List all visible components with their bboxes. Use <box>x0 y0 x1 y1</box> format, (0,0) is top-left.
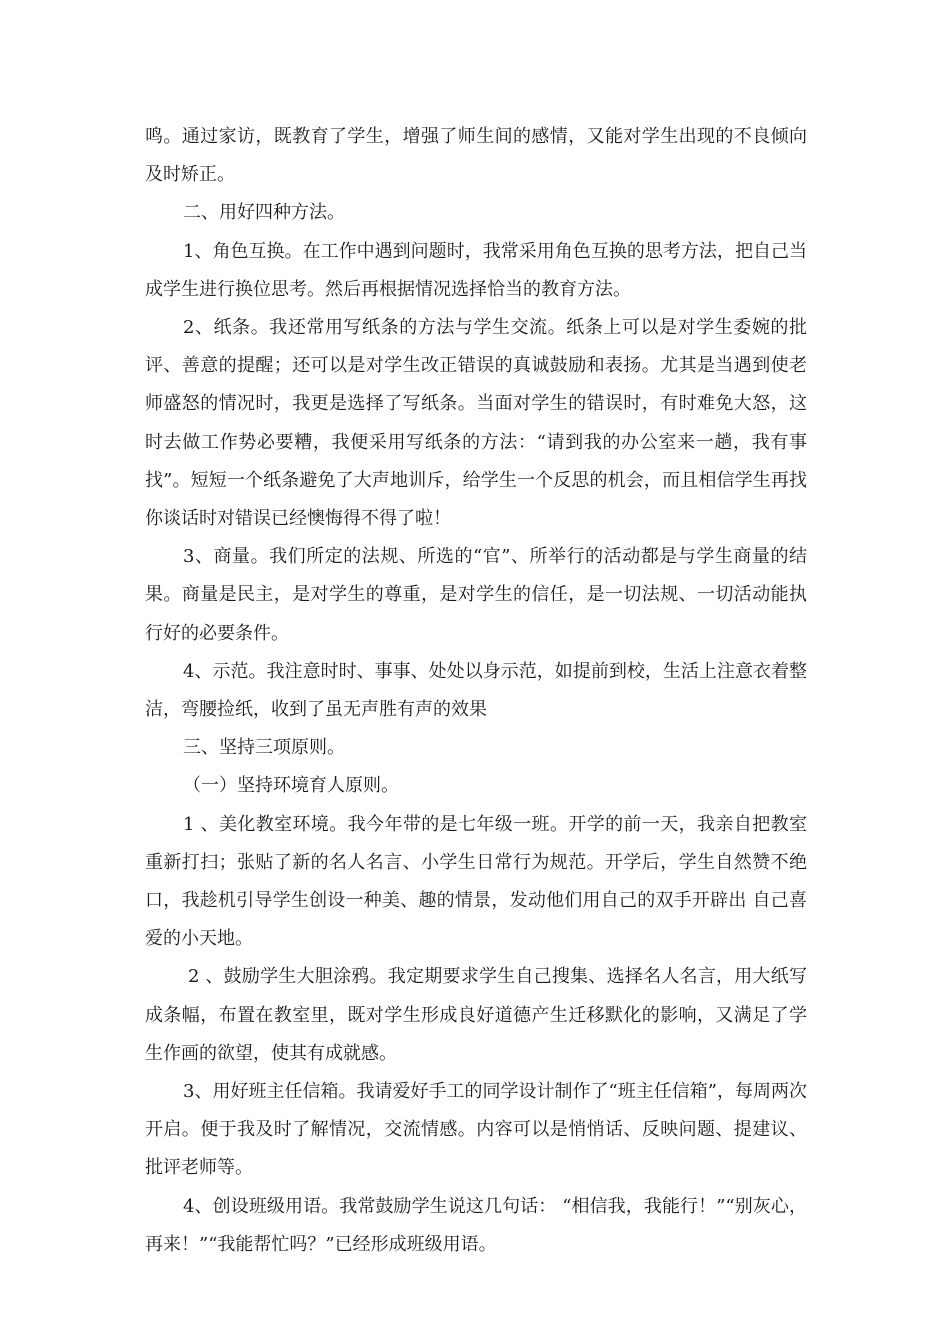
section-heading-three-principles: 三、坚持三项原则。 <box>183 737 345 759</box>
paragraph-mailbox: 3、用好班主任信箱。我请爱好手工的同学设计制作了“班主任信箱”，每周两次开启。便于我及时了解情况，交流情感。内容可以是悄悄话、反映问题、提建议、批评老师等。 <box>145 1081 807 1179</box>
paragraph-discussion: 3、商量。我们所定的法规、所选的“官”、所举行的活动都是与学生商量的结果。商量是民主，是对学生的尊重，是对学生的信任，是一切法规、一切活动能执行好的必要条件。 <box>145 546 807 644</box>
paragraph-family-visit-end: 鸣。通过家访，既教育了学生，增强了师生间的感情，又能对学生出现的不良倾向及时矫正。 <box>145 126 807 186</box>
paragraph-role-swap: 1、角色互换。在工作中遇到问题时，我常采用角色互换的思考方法，把自己当成学生进行换位思考。然后再根据情况选择恰当的教育方法。 <box>145 240 807 300</box>
paragraph-example: 4、示范。我注意时时、事事、处处以身示范，如提前到校，生活上注意衣着整洁，弯腰捡纸，收到了虽无声胜有声的效果 <box>145 660 807 721</box>
document-body <box>145 118 807 1264</box>
paragraph-class-phrases: 4、创设班级用语。我常鼓励学生说这几句话： “相信我，我能行！”“别灰心，再来！”“我能帮忙吗？”已经形成班级用语。 <box>145 1195 807 1255</box>
subsection-heading-environment: （一）坚持环境育人原则。 <box>183 775 399 797</box>
paragraph-notes: 2、纸条。我还常用写纸条的方法与学生交流。纸条上可以是对学生委婉的批评、善意的提醒；还可以是对学生改正错误的真诚鼓励和表扬。尤其是当遇到使老师盛怒的情况时，我更是选择了写纸条。当面对学生的错误时，有时难免大怒，这时去做工作势必要糟，我便采用写纸条的方法：“请到我的办公室来一趟，我有事找”。短短一个纸条避免了大声地训斥，给学生一个反思的机会，而且相信学生再找你谈话时对错误已经懊悔得不得了啦！ <box>145 317 807 530</box>
section-heading-four-methods: 二、用好四种方法。 <box>183 202 345 224</box>
paragraph-graffiti: 2 、鼓励学生大胆涂鸦。我定期要求学生自己搜集、选择名人名言，用大纸写成条幅，布置在教室里，既对学生形成良好道德产生迁移默化的影响，又满足了学生作画的欲望，使其有成就感。 <box>145 966 807 1064</box>
paragraph-classroom-beautify: 1 、美化教室环境。我今年带的是七年级一班。开学的前一天，我亲自把教室重新打扫；张贴了新的名人名言、小学生日常行为规范。开学后，学生自然赞不绝口，我趁机引导学生创设一种美、趣的情景，发动他们用自己的双手开辟出 自己喜爱的小天地。 <box>145 813 807 950</box>
